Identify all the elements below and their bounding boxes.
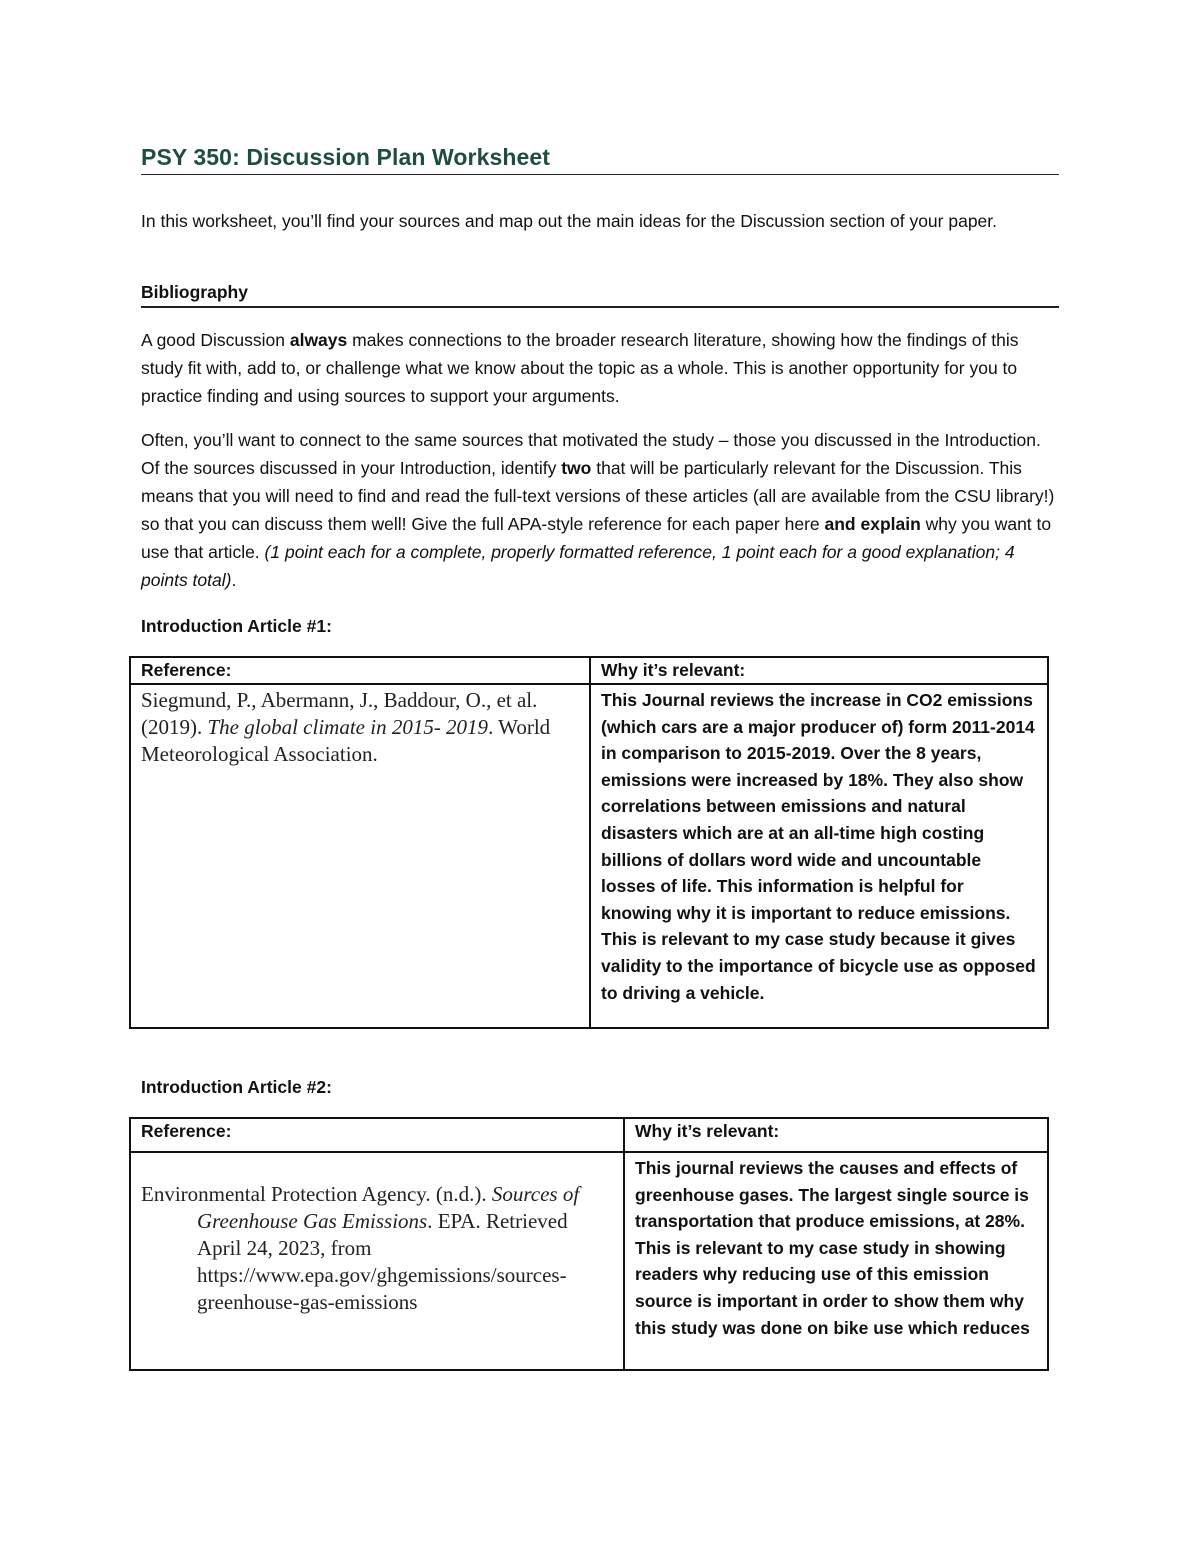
- bibliography-heading: Bibliography: [141, 282, 1059, 308]
- bibliography-paragraph-1: [141, 326, 1059, 410]
- bibliography-paragraph-2: [141, 426, 1059, 594]
- para1-text-c: makes connections to the broader research literature, showing how the findings of this study fit with, add to, or challenge what we know about the topic as a whole. This is another opportunity for you to practice finding and using sources to support your arguments.: [141, 330, 1019, 406]
- article1-ref-authors: Siegmund, P., Abermann, J., Baddour, O., et al. (2019).: [141, 688, 538, 739]
- para2-text-e: why you want to use that article.: [141, 514, 1052, 562]
- article2-why-header-cell: [624, 1118, 1048, 1152]
- article2-table: [129, 1117, 1049, 1371]
- article1-reference-cell: [130, 684, 590, 1028]
- article1-reference: [141, 687, 579, 768]
- para2-emphasis-two: two: [561, 458, 592, 478]
- article1-label: Introduction Article #1:: [141, 616, 332, 636]
- para2-emphasis-and-explain: and explain: [824, 514, 921, 534]
- article2-reference-header-cell: [130, 1118, 624, 1152]
- para2-text-c: that will be particularly relevant for the Discussion. This means that you will need to find and read the full-text versions of these articles (all are available from the CSU library!) so that you can discuss them well! Give the full APA-style reference for each paper here: [141, 458, 1055, 534]
- article1-reference-header-cell: [130, 657, 590, 684]
- article1-ref-title: The global climate in 2015- 2019: [207, 715, 489, 739]
- article2-reference: [141, 1181, 613, 1316]
- article2-ref-title: Sources of Greenhouse Gas Emissions: [197, 1182, 580, 1233]
- article2-ref-authors: Environmental Protection Agency. (n.d.).: [141, 1182, 492, 1206]
- article1-why-cell: [590, 684, 1048, 1028]
- article2-ref-retrieval: . EPA. Retrieved April 24, 2023, from https://www.epa.gov/ghgemissions/sources-greenhouse-gas-emissions: [197, 1209, 568, 1314]
- reference-header: Reference:: [141, 1121, 232, 1141]
- page-title: PSY 350: Discussion Plan Worksheet: [141, 144, 1059, 175]
- article1-why-relevant: This Journal reviews the increase in CO2 emissions (which cars are a major producer of) form 2011-2014 in comparison to 2015-2019. Over the 8 years, emissions were increased by 18%. They also show correlations between emissions and natural disasters which are at an all-time high costing billions of dollars word wide and uncountable losses of life. This information is helpful for knowing why it is important to reduce emissions. This is relevant to my case study because it gives validity to the importance of bicycle use as opposed to driving a vehicle.: [601, 690, 1036, 1003]
- intro-paragraph: In this worksheet, you’ll find your sources and map out the main ideas for the Discussion section of your paper.: [141, 211, 998, 231]
- para2-text-a: Often, you’ll want to connect to the same sources that motivated the study – those you discussed in the Introduction. Of the sources discussed in your Introduction, identify: [141, 430, 1041, 478]
- why-relevant-header: Why it’s relevant:: [635, 1121, 780, 1141]
- table-row: [130, 1118, 1048, 1152]
- para1-emphasis-always: always: [289, 330, 348, 350]
- para1-text-a: A good Discussion: [141, 330, 290, 350]
- table-row: [130, 657, 1048, 684]
- reference-header: Reference:: [141, 660, 232, 680]
- article2-reference-cell: [130, 1152, 624, 1370]
- article2-label: Introduction Article #2:: [141, 1077, 332, 1097]
- para2-points-note: (1 point each for a complete, properly formatted reference, 1 point each for a good explanation; 4 points total): [141, 542, 1015, 590]
- table-row: [130, 684, 1048, 1028]
- para2-text-g: .: [231, 570, 237, 590]
- table-row: [130, 1152, 1048, 1370]
- why-relevant-header: Why it’s relevant:: [601, 660, 746, 680]
- article1-table: [129, 656, 1049, 1029]
- article1-why-header-cell: [590, 657, 1048, 684]
- article1-ref-publisher: . World Meteorological Association.: [141, 715, 551, 766]
- article2-why-cell: [624, 1152, 1048, 1370]
- article2-why-relevant: This journal reviews the causes and effects of greenhouse gases. The largest single source is transportation that produce emissions, at 28%. This is relevant to my case study in showing readers why reducing use of this emission source is important in order to show them why this study was done on bike use which reduces: [635, 1158, 1030, 1338]
